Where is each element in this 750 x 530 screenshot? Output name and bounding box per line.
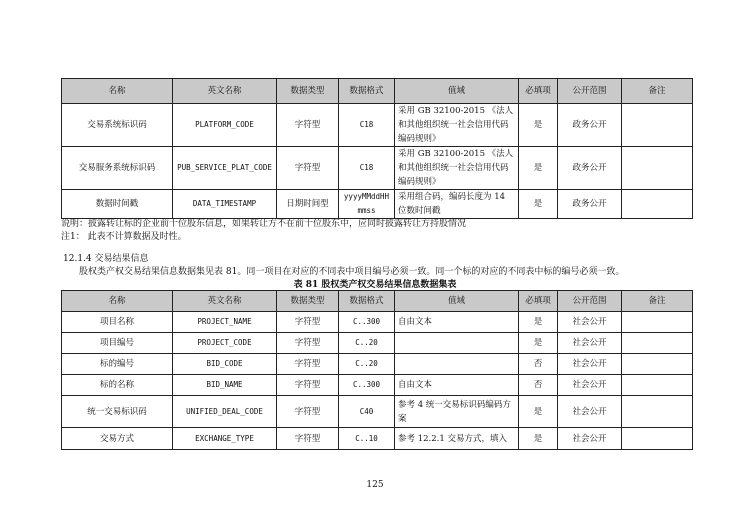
cell-value-domain: 参考 4 统一交易标识码编码方案: [395, 396, 519, 428]
table-row: [62, 104, 693, 147]
cell-data-type: 字符型: [277, 104, 339, 147]
cell-data-type: 字符型: [277, 312, 339, 333]
equity-transaction-result-table: [61, 290, 693, 450]
cell-value-domain: [395, 333, 519, 354]
header-name: 名称: [62, 291, 173, 312]
cell-english-name: BID_NAME: [173, 375, 277, 396]
cell-data-format: yyyyMMddHHmmss: [339, 190, 395, 219]
header-value-domain: 值域: [395, 291, 519, 312]
table-row: [62, 354, 693, 375]
table-caption: 表 81 股权类产权交易结果信息数据集表: [293, 280, 457, 290]
header-data-format: 数据格式: [339, 79, 395, 104]
cell-remarks: [622, 312, 693, 333]
cell-disclosure-scope: 社会公开: [558, 354, 622, 375]
cell-name: 标的编号: [62, 354, 173, 375]
table-row: [62, 147, 693, 190]
cell-remarks: [622, 396, 693, 428]
cell-disclosure-scope: 社会公开: [558, 428, 622, 450]
cell-english-name: DATA_TIMESTAMP: [173, 190, 277, 219]
cell-remarks: [622, 147, 693, 190]
cell-required: 是: [519, 396, 558, 428]
cell-data-type: 字符型: [277, 428, 339, 450]
cell-data-format: C..300: [339, 312, 395, 333]
cell-required: 是: [519, 333, 558, 354]
header-data-type: 数据类型: [277, 291, 339, 312]
cell-data-type: 字符型: [277, 396, 339, 428]
cell-remarks: [622, 428, 693, 450]
cell-disclosure-scope: 社会公开: [558, 396, 622, 428]
cell-data-type: 字符型: [277, 354, 339, 375]
cell-english-name: EXCHANGE_TYPE: [173, 428, 277, 450]
header-english-name: 英文名称: [173, 291, 277, 312]
cell-value-domain: 采用 GB 32100-2015 《法人和其他组织统一社会信用代码编码规则》: [395, 104, 519, 147]
cell-required: 否: [519, 375, 558, 396]
cell-disclosure-scope: 社会公开: [558, 375, 622, 396]
header-remarks: 备注: [622, 291, 693, 312]
cell-english-name: BID_CODE: [173, 354, 277, 375]
header-remarks: 备注: [622, 79, 693, 104]
cell-data-format: C..20: [339, 354, 395, 375]
cell-english-name: UNIFIED_DEAL_CODE: [173, 396, 277, 428]
header-data-type: 数据类型: [277, 79, 339, 104]
cell-required: 是: [519, 428, 558, 450]
header-required: 必填项: [519, 291, 558, 312]
cell-data-format: C..20: [339, 333, 395, 354]
cell-disclosure-scope: 政务公开: [558, 190, 622, 219]
cell-data-type: 字符型: [277, 333, 339, 354]
intro-paragraph: 股权类产权交易结果信息数据集见表 81。同一项目在对应的不同表中项目编号必须一致。同一个标的对应的不同表中标的编号必须一致。: [79, 267, 625, 277]
cell-value-domain: 自由文本: [395, 312, 519, 333]
cell-english-name: PROJECT_CODE: [173, 333, 277, 354]
cell-required: 否: [519, 354, 558, 375]
page-number: 125: [366, 480, 384, 490]
cell-required: 是: [519, 147, 558, 190]
cell-remarks: [622, 190, 693, 219]
cell-english-name: PLATFORM_CODE: [173, 104, 277, 147]
cell-name: 交易服务系统标识码: [62, 147, 173, 190]
cell-required: 是: [519, 104, 558, 147]
cell-data-type: 字符型: [277, 147, 339, 190]
cell-remarks: [622, 354, 693, 375]
cell-data-format: C18: [339, 147, 395, 190]
section-heading: 12.1.4 交易结果信息: [63, 254, 149, 264]
cell-data-format: C40: [339, 396, 395, 428]
cell-value-domain: 采用组合码，编码长度为 14 位数时间戳: [395, 190, 519, 219]
cell-disclosure-scope: 社会公开: [558, 333, 622, 354]
header-data-format: 数据格式: [339, 291, 395, 312]
cell-name: 标的名称: [62, 375, 173, 396]
header-disclosure-scope: 公开范围: [558, 291, 622, 312]
cell-data-format: C..10: [339, 428, 395, 450]
cell-disclosure-scope: 政务公开: [558, 147, 622, 190]
cell-disclosure-scope: 政务公开: [558, 104, 622, 147]
cell-name: 统一交易标识码: [62, 396, 173, 428]
table-row: [62, 190, 693, 219]
cell-data-type: 日期时间型: [277, 190, 339, 219]
header-required: 必填项: [519, 79, 558, 104]
cell-value-domain: 自由文本: [395, 375, 519, 396]
table-row: [62, 428, 693, 450]
cell-required: 是: [519, 312, 558, 333]
table-row: [62, 396, 693, 428]
cell-value-domain: 参考 12.2.1 交易方式，填入: [395, 428, 519, 450]
cell-name: 数据时间戳: [62, 190, 173, 219]
cell-data-format: C..300: [339, 375, 395, 396]
table-header-row: [62, 291, 693, 312]
cell-remarks: [622, 104, 693, 147]
header-disclosure-scope: 公开范围: [558, 79, 622, 104]
cell-data-type: 字符型: [277, 375, 339, 396]
header-name: 名称: [62, 79, 173, 104]
cell-remarks: [622, 375, 693, 396]
header-english-name: 英文名称: [173, 79, 277, 104]
cell-english-name: PUB_SERVICE_PLAT_CODE: [173, 147, 277, 190]
cell-name: 项目名称: [62, 312, 173, 333]
cell-name: 项目编号: [62, 333, 173, 354]
header-value-domain: 值域: [395, 79, 519, 104]
table-row: [62, 375, 693, 396]
cell-name: 交易方式: [62, 428, 173, 450]
cell-disclosure-scope: 社会公开: [558, 312, 622, 333]
table-footnote: 注1： 此表不计算数据及时性。: [61, 232, 187, 242]
cell-data-format: C18: [339, 104, 395, 147]
cell-value-domain: [395, 354, 519, 375]
table-note: 说明：披露转让标的企业前十位股东信息，如果转让方不在前十位股东中，应同时披露转让方持股情况: [61, 219, 467, 229]
cell-name: 交易系统标识码: [62, 104, 173, 147]
cell-value-domain: 采用 GB 32100-2015 《法人和其他组织统一社会信用代码编码规则》: [395, 147, 519, 190]
cell-remarks: [622, 333, 693, 354]
table-header-row: [62, 79, 693, 104]
cell-english-name: PROJECT_NAME: [173, 312, 277, 333]
cell-required: 是: [519, 190, 558, 219]
data-fields-table-continued: [61, 78, 693, 219]
table-row: [62, 312, 693, 333]
table-row: [62, 333, 693, 354]
